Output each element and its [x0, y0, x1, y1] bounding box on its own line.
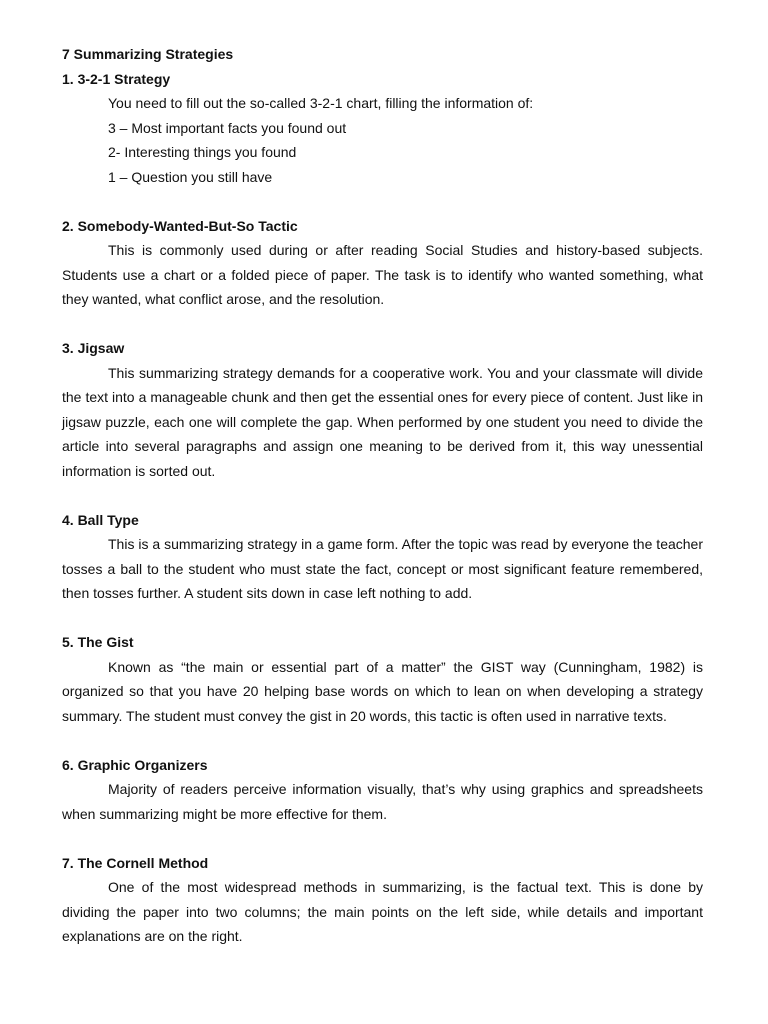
section-heading: 7. The Cornell Method — [62, 854, 209, 871]
section-heading: 2. Somebody-Wanted-But-So Tactic — [62, 217, 298, 234]
section-heading: 5. The Gist — [62, 634, 134, 650]
section-heading: 4. Ball Type — [62, 511, 139, 528]
section-heading: 3. Jigsaw — [62, 340, 125, 356]
section-intro: You need to fill out the so-called 3-2-1 chart, filling the information of: — [108, 95, 534, 111]
document-title: 7 Summarizing Strategies — [62, 46, 234, 62]
section-3-2-1-strategy — [62, 67, 703, 190]
spacer — [62, 606, 703, 631]
spacer — [62, 312, 703, 337]
section-somebody-wanted-but-so — [62, 214, 703, 312]
list-item: 2- Interesting things you found — [108, 144, 297, 160]
section-the-gist — [62, 630, 703, 728]
section-body: Majority of readers perceive information visually, that’s why using graphics and spreadsheets when summarizing might be more effective for them. — [62, 781, 703, 822]
section-body: One of the most widespread methods in summarizing, is the factual text. This is done by dividing the paper into two columns; the main points on the left side, while details and important explanations are on the right. — [62, 879, 703, 944]
section-body: This is a summarizing strategy in a game form. After the topic was read by everyone the teacher tosses a ball to the student who must state the fact, concept or most significant feature remembered, then tosses further. A student sits down in case left nothing to add. — [62, 536, 703, 601]
section-body: This summarizing strategy demands for a cooperative work. You and your classmate will divide the text into a manageable chunk and then get the essential ones for every piece of content. Just like in jigsaw puzzle, each one will complete the gap. When performed by one student you need to divide the article into several paragraphs and assign one meaning to be derived from it, this way unessential information is sorted out. — [62, 364, 703, 479]
document-page — [62, 42, 703, 949]
section-body: This is commonly used during or after reading Social Studies and history-based subjects. Students use a chart or a folded piece of paper. The task is to identify who wanted something, what they wanted, what conflict arose, and the resolution. — [62, 242, 703, 307]
spacer — [62, 826, 703, 851]
spacer — [62, 189, 703, 214]
list-item: 3 – Most important facts you found out — [108, 119, 347, 136]
section-jigsaw — [62, 336, 703, 483]
list-item: 1 – Question you still have — [108, 168, 273, 185]
section-cornell-method — [62, 851, 703, 949]
section-body: Known as “the main or essential part of a matter” the GIST way (Cunningham, 1982) is organized so that you have 20 helping base words on which to lean on when developing a strategy summary. The student must convey the gist in 20 words, this tactic is often used in narrative texts. — [62, 658, 703, 724]
section-ball-type — [62, 508, 703, 606]
section-graphic-organizers — [62, 753, 703, 827]
section-heading: 1. 3-2-1 Strategy — [62, 70, 171, 87]
section-heading: 6. Graphic Organizers — [62, 756, 208, 773]
spacer — [62, 483, 703, 508]
spacer — [62, 728, 703, 753]
